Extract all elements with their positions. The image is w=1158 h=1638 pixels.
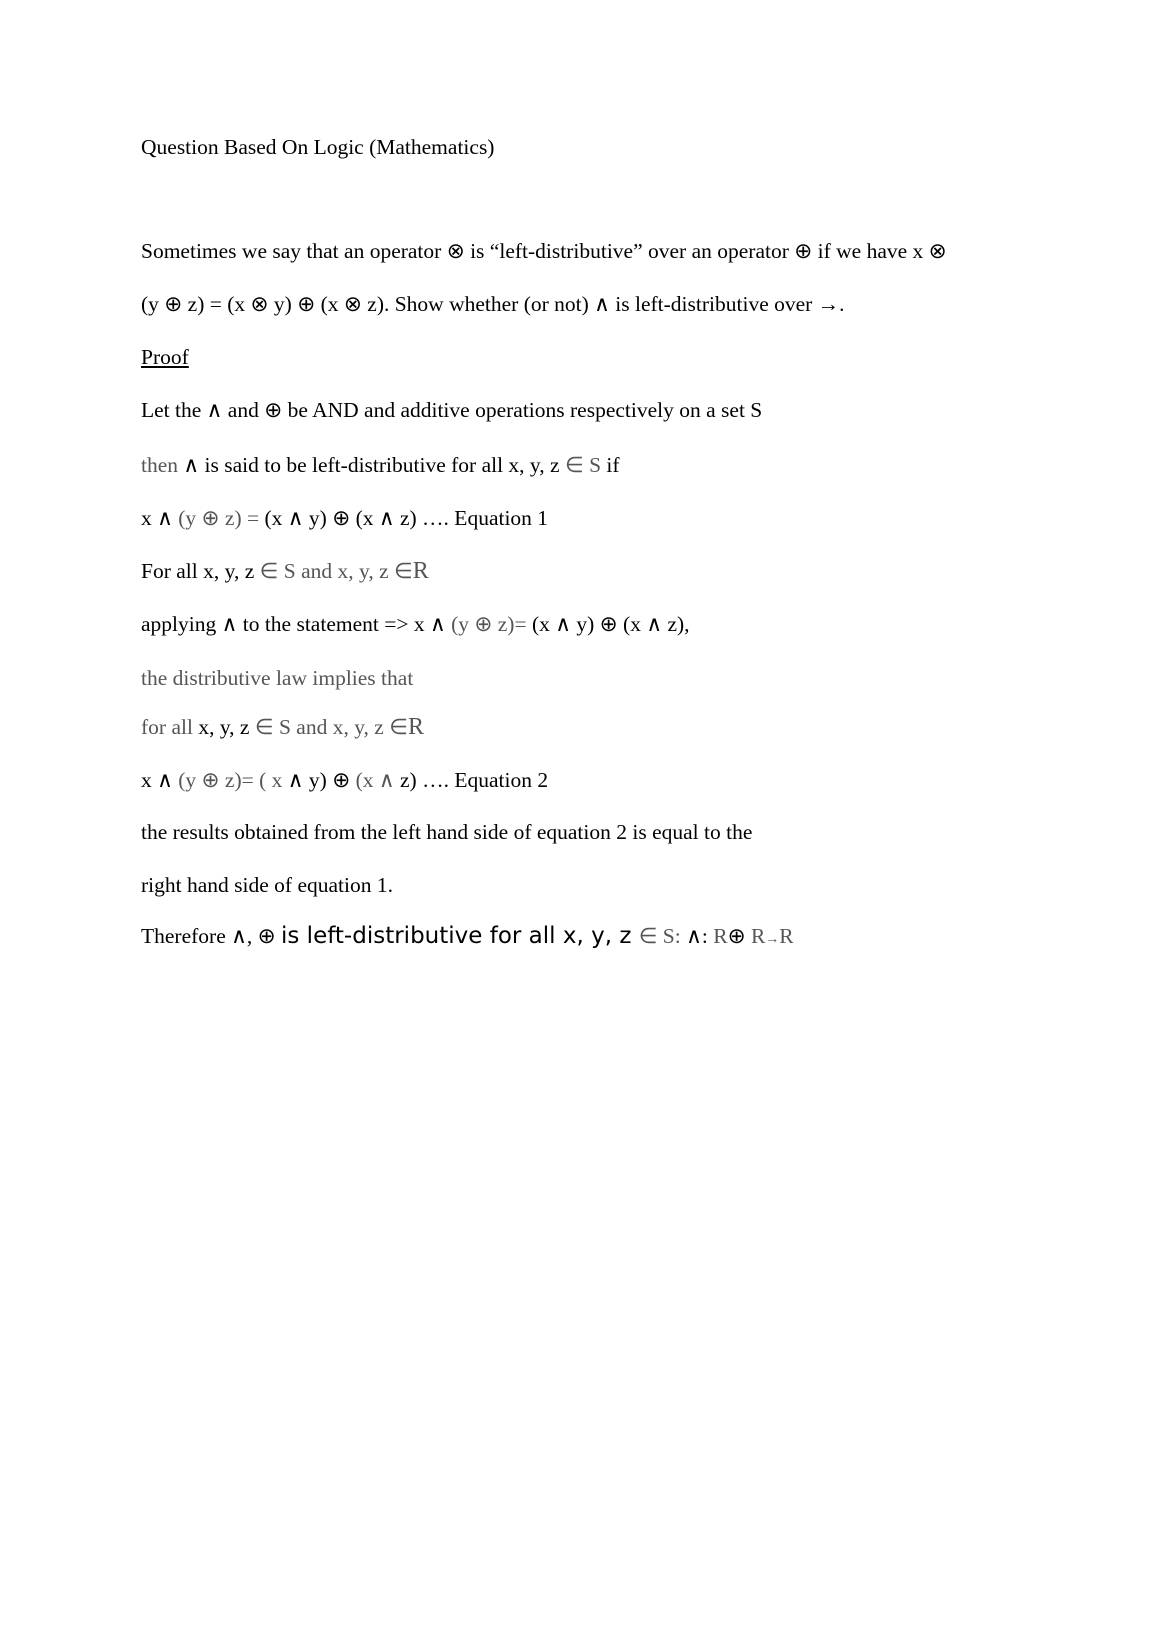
equation-1 <box>141 504 548 532</box>
conclusion-part-e: R <box>713 924 728 948</box>
equation-2-part-a: x ∧ <box>141 768 179 792</box>
conclusion-part-g: R <box>745 924 766 948</box>
equation-2-part-d: (x ∧ <box>355 768 395 792</box>
proof-line-2-part-b: ∧ is said to be left-distributive for all x, y, z <box>183 453 565 477</box>
document-title: Question Based On Logic (Mathematics) <box>141 135 495 159</box>
proof-line-1: Let the ∧ and ⊕ be AND and additive operations respectively on a set S <box>141 398 763 422</box>
proof-line-5 <box>141 610 690 638</box>
proof-line-4-part-c: R <box>412 558 429 584</box>
conclusion-part-f: ⊕ <box>727 924 746 948</box>
equation-1-part-b: (y ⊕ z) = <box>178 506 260 530</box>
conclusion-part-b: is left-distributive for all x, y, z <box>281 923 639 949</box>
proof-line-9: the results obtained from the left hand side of equation 2 is equal to the <box>141 820 753 844</box>
conclusion-part-c: ∈ S: <box>638 924 687 948</box>
proof-line-4-part-a: For all x, y, z <box>141 559 260 583</box>
conclusion-part-h: → <box>765 932 780 947</box>
proof-line-2 <box>141 451 620 479</box>
proof-line-7-part-a: for all <box>141 715 199 739</box>
proof-line-7-part-c: ∈ S and x, y, z ∈ <box>254 715 408 739</box>
proof-line-10: right hand side of equation 1. <box>141 873 393 897</box>
conclusion-part-a: Therefore ∧, ⊕ <box>141 924 281 948</box>
conclusion-part-i: R <box>779 924 794 948</box>
proof-line-2-part-a: then <box>141 453 184 477</box>
proof-line-7-part-d: R <box>407 714 424 740</box>
equation-1-part-c: (x ∧ y) ⊕ (x ∧ z) …. Equation 1 <box>259 506 549 530</box>
question-line-1: Sometimes we say that an operator ⊗ is “left-distributive” over an operator ⊕ if we have x ⊗ <box>141 239 947 263</box>
question-line-2: (y ⊕ z) = (x ⊗ y) ⊕ (x ⊗ z). Show whether (or not) ∧ is left-distributive over →. <box>141 292 845 316</box>
equation-2-part-b: (y ⊕ z)= ( x <box>178 768 283 792</box>
proof-heading: Proof <box>141 345 189 369</box>
proof-line-5-part-a: applying ∧ to the statement => x ∧ <box>141 612 452 636</box>
proof-line-7 <box>141 713 424 741</box>
proof-line-4-part-b: ∈ S and x, y, z ∈ <box>259 559 413 583</box>
proof-line-2-part-d: if <box>601 453 620 477</box>
equation-2-part-e: z) …. Equation 2 <box>394 768 549 792</box>
proof-line-6: the distributive law implies that <box>141 666 414 690</box>
conclusion-part-d: ∧: <box>686 924 714 948</box>
equation-2-part-c: ∧ y) ⊕ <box>282 768 356 792</box>
proof-line-7-part-b: x, y, z <box>198 715 255 739</box>
equation-2 <box>141 766 548 794</box>
proof-line-2-part-c: ∈ S <box>564 453 602 477</box>
equation-1-part-a: x ∧ <box>141 506 179 530</box>
proof-line-5-part-c: (x ∧ y) ⊕ (x ∧ z), <box>526 612 690 636</box>
proof-line-4 <box>141 557 429 585</box>
proof-conclusion <box>141 922 794 954</box>
proof-line-5-part-b: (y ⊕ z)= <box>451 612 527 636</box>
